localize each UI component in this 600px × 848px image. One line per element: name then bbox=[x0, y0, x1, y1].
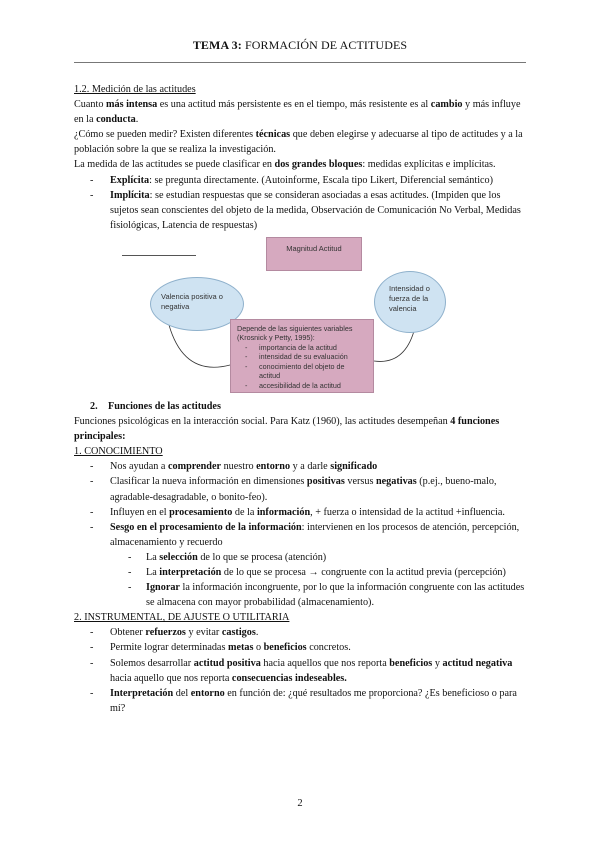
valence-ellipse: Valencia positiva o negativa bbox=[150, 277, 244, 331]
measurement-list bbox=[74, 173, 530, 233]
page-content bbox=[74, 82, 530, 716]
intensity-ellipse: Intensidad o fuerza de la valencia bbox=[374, 271, 446, 333]
list-item: - Sesgo en el procesamiento de la información: intervienen en los procesos de atención, percepción, almacenamiento y recuerdo bbox=[74, 520, 530, 550]
connector-left bbox=[169, 325, 230, 367]
list-item: - La interpretación de lo que se procesa → congruente con la actitud previa (percepción) bbox=[74, 565, 530, 580]
list-item: - Solemos desarrollar actitud positiva hacia aquellos que nos reporta beneficios y actitud negativa hacia aquello que nos reporta consecuencias indeseables. bbox=[74, 656, 530, 686]
list-item: - Permite lograr determinadas metas o beneficios concretos. bbox=[74, 640, 530, 655]
list-item: - accesibilidad de la actitud bbox=[237, 381, 367, 391]
paragraph-blocks: La medida de las actitudes se puede clasificar en dos grandes bloques: medidas explícitas e implícitas. bbox=[74, 159, 496, 171]
list-item: - Influyen en el procesamiento de la información, + fuerza o intensidad de la actitud +influencia. bbox=[74, 505, 530, 520]
header-divider bbox=[74, 62, 526, 63]
diagram-line bbox=[122, 255, 196, 256]
conocimiento-list bbox=[74, 459, 530, 550]
list-item: - La selección de lo que se procesa (atención) bbox=[74, 550, 530, 565]
paragraph-techniques: ¿Cómo se pueden medir? Existen diferentes técnicas que deben elegirse y adecuarse al tipo de actitudes y a la población sobre la que se realiza la investigación. bbox=[74, 129, 523, 156]
magnitude-box: Magnitud Actitud bbox=[266, 237, 362, 271]
header-title-rest: FORMACIÓN DE ACTITUDES bbox=[241, 38, 408, 52]
heading-instrumental: 2. INSTRUMENTAL, DE AJUSTE O UTILITARIA bbox=[74, 612, 290, 624]
connector-right bbox=[374, 331, 414, 361]
list-item: - Interpretación del entorno en función de: ¿qué resultados me proporciona? ¿Es beneficioso o para mí? bbox=[74, 686, 530, 716]
variables-box-title: Depende de las siguientes variables (Krosnick y Petty, 1995): bbox=[237, 323, 353, 343]
variables-box bbox=[230, 319, 374, 393]
header-title-bold: TEMA 3: bbox=[192, 38, 242, 52]
instrumental-list bbox=[74, 625, 530, 716]
bias-sublist bbox=[74, 550, 530, 610]
list-item: - Clasificar la nueva información en dimensiones positivas versus negativas (p.ej., bueno-malo, agradable-desagradable, o bonito-feo). bbox=[74, 474, 530, 504]
heading-conocimiento: 1. CONOCIMIENTO bbox=[74, 446, 163, 458]
variables-list bbox=[237, 343, 367, 391]
list-item: - Implícita: se estudian respuestas que se consideran asociadas a esas actitudes. (Impiden que los sujetos sean conscientes del objeto de la medida, Observación de Comunicación No Verbal, Medidas fisiológicas, Latencia de respuestas) bbox=[74, 188, 530, 233]
list-item: - importancia de la actitud bbox=[237, 343, 367, 353]
paragraph-functions-intro: Funciones psicológicas en la interacción social. Para Katz (1960), las actitudes desempeñan 4 funciones principales: bbox=[74, 416, 500, 443]
list-item: - Nos ayudan a comprender nuestro entorno y a darle significado bbox=[74, 459, 530, 474]
section-heading-functions: 2. Funciones de las actitudes bbox=[90, 400, 221, 412]
page-number: 2 bbox=[297, 798, 303, 809]
section-heading-measurement: 1.2. Medición de las actitudes bbox=[74, 84, 196, 95]
list-item: - intensidad de su evaluación bbox=[237, 352, 367, 362]
list-item: - conocimiento del objeto de actitud bbox=[237, 362, 367, 381]
list-item: - Obtener refuerzos y evitar castigos. bbox=[74, 625, 530, 640]
list-item: - Explícita: se pregunta directamente. (Autoinforme, Escala tipo Likert, Diferencial semántico) bbox=[74, 173, 530, 188]
list-item: - Ignorar la información incongruente, por lo que la información congruente con las actitudes se almacena con mayor probabilidad (almacenamiento). bbox=[74, 580, 530, 610]
page-header bbox=[0, 38, 600, 53]
paragraph-intensity: Cuanto más intensa es una actitud más persistente es en el tiempo, más resistente es al cambio y más influye en la conducta. bbox=[74, 99, 521, 126]
attitude-magnitude-diagram bbox=[74, 237, 530, 397]
